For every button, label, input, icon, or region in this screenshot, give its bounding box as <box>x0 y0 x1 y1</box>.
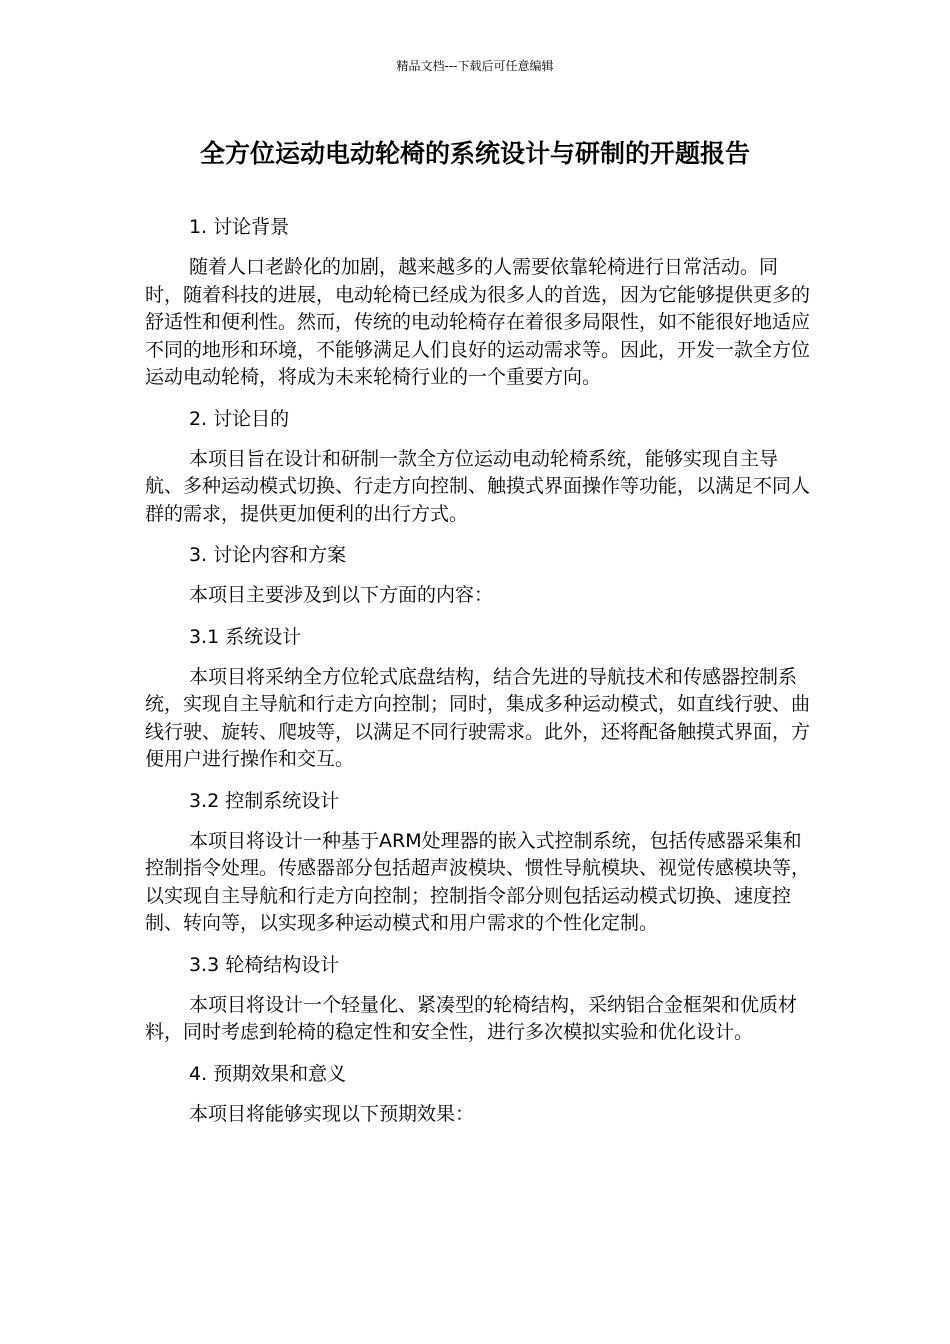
section-heading-content-plan: 3. 讨论内容和方案 <box>189 544 347 566</box>
paragraph-background: 随着人口老龄化的加剧，越来越多的人需要依靠轮椅进行日常活动。同时，随着科技的进展，电动轮椅已经成为很多人的首选，因为它能够提供更多的舒适性和便利性。然而，传统的电动轮椅存在着很多局限性，如不能很好地适应不同的地形和环境，不能够满足人们良好的运动需求等。因此，开发一款全方位运动电动轮椅，将成为未来轮椅行业的一个重要方向。 <box>145 256 811 388</box>
section-heading-background: 1. 讨论背景 <box>189 216 290 238</box>
paragraph-wheelchair-structure: 本项目将设计一个轻量化、紧凑型的轮椅结构，采纳铝合金框架和优质材料，同时考虑到轮椅的稳定性和安全性，进行多次模拟实验和优化设计。 <box>145 993 798 1043</box>
section-heading-purpose: 2. 讨论目的 <box>189 407 290 430</box>
document-title: 全方位运动电动轮椅的系统设计与研制的开题报告 <box>199 139 750 168</box>
paragraph-purpose: 本项目旨在设计和研制一款全方位运动电动轮椅系统，能够实现自主导航、多种运动模式切换、行走方向控制、触摸式界面操作等功能，以满足不同人群的需求，提供更加便利的出行方式。 <box>145 447 811 525</box>
section-heading-wheelchair-structure: 3.3 轮椅结构设计 <box>189 953 340 976</box>
section-heading-control-system: 3.2 控制系统设计 <box>189 789 340 812</box>
document-body <box>145 213 810 1141</box>
paragraph-control-system: 本项目将设计一种基于ARM处理器的嵌入式控制系统，包括传感器采集和控制指令处理。传感器部分包括超声波模块、惯性导航模块、视觉传感模块等，以实现自主导航和行走方向控制；控制指令部分则包括运动模式切换、速度控制、转向等，以实现多种运动模式和用户需求的个性化定制。 <box>145 829 811 934</box>
section-heading-expected-effects: 4. 预期效果和意义 <box>189 1062 347 1085</box>
page-header: 精品文档---下载后可任意编辑 <box>396 59 554 73</box>
section-heading-system-design: 3.1 系统设计 <box>189 625 302 648</box>
paragraph-content-intro: 本项目主要涉及到以下方面的内容： <box>189 584 494 606</box>
paragraph-expected-effects: 本项目将能够实现以下预期效果： <box>189 1102 475 1125</box>
paragraph-system-design: 本项目将采纳全方位轮式底盘结构，结合先进的导航技术和传感器控制系统，实现自主导航和行走方向控制；同时，集成多种运动模式，如直线行驶、曲线行驶、旋转、爬坡等，以满足不同行驶需求。此外，还将配备触摸式界面，方便用户进行操作和交互。 <box>145 665 811 770</box>
